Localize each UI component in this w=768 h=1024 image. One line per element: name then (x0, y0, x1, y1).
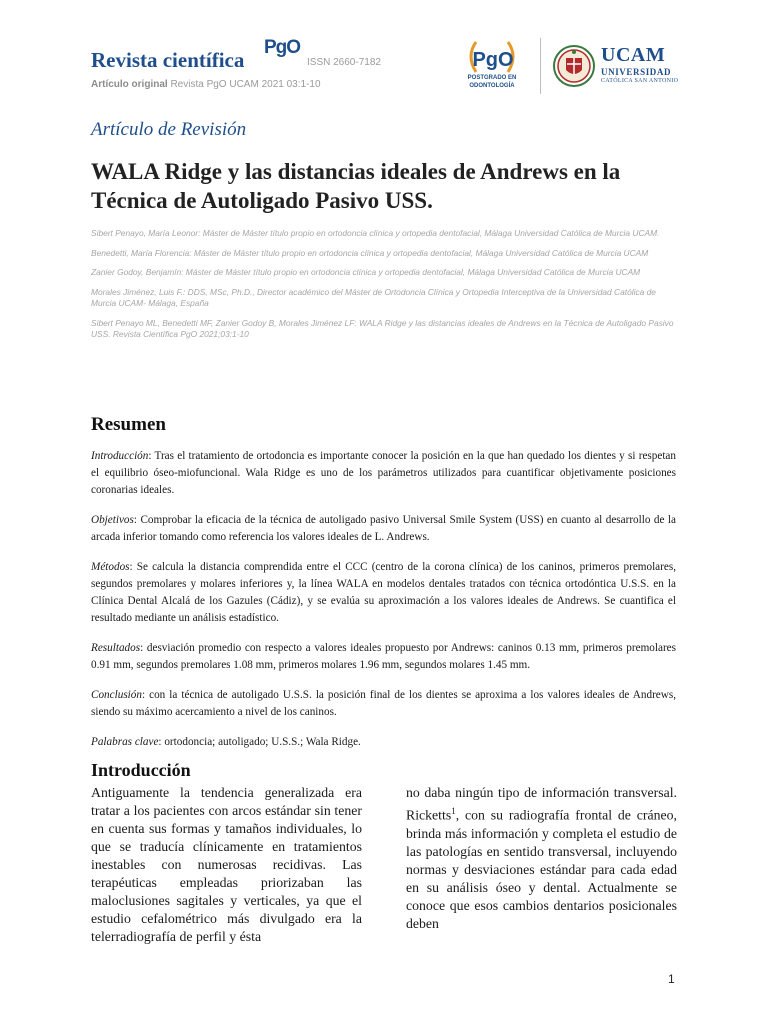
ucam-subtitle-1: UNIVERSIDAD (601, 67, 672, 77)
logo-divider (540, 38, 541, 94)
abstract-conclusion (91, 687, 676, 721)
section-label: Introducción (91, 450, 149, 462)
ucam-wordmark: UCAM (601, 44, 666, 66)
intro-text-after-ref: , con su radiografía frontal de cráneo, brinda más información y completa el estudio de las patologías en sentido transversal, incluyendo normas y desviaciones estándar para cada edad en su análisis óseo y dental. Actualmente se conoce que esos cambios dentarios posicionales deben (406, 807, 677, 931)
section-label: Métodos (91, 561, 130, 573)
introduction-heading: Introducción (91, 760, 191, 780)
abstract-body (91, 448, 676, 764)
section-label: Palabras clave (91, 736, 159, 748)
author-affiliation: Sibert Penayo, María Leonor: Máster de Máster título propio en ortodoncia clínica y ortopedia dentofacial, Málaga Universidad Católica de Murcia UCAM. (91, 228, 660, 238)
article-citation-line (91, 79, 321, 90)
postgrado-logo-text (462, 74, 522, 90)
introduction-right-column (406, 784, 677, 933)
section-text: : desviación promedio con respecto a valores ideales propuesto por Andrews: caninos 0.13 mm, primeros premolares 0.91 mm, segundos premolares 1.08 mm, primeros molares 1.96 mm, segundos molares 1.45 mm. (91, 642, 676, 671)
intro-text-before-ref: no daba ningún tipo de información transversal. Ricketts (406, 785, 677, 823)
ucam-subtitle-2: CATÓLICA SAN ANTONIO (601, 78, 679, 84)
author-affiliation: Morales Jiménez, Luis F.: DDS, MSc, Ph.D., Director académico del Máster de Ortodoncia Clínica y Ortopedia Interceptiva de la Universidad Católica de Murcia UCAM- Málaga, España (91, 286, 656, 308)
author-affiliation: Benedetti, María Florencia: Máster de Máster título propio en ortodoncia clínica y ortopedia dentofacial, Málaga Universidad Católica de Murcia UCAM (91, 247, 649, 258)
journal-name: Revista científica (91, 48, 245, 72)
ucam-seal-icon (553, 40, 595, 92)
section-text: : ortodoncia; autoligado; U.S.S.; Wala Ridge. (158, 736, 361, 748)
abstract-objetivos (91, 512, 676, 546)
article-type: Artículo de Revisión (91, 119, 247, 140)
citation-short: Revista PgO UCAM 2021 03:1-10 (170, 79, 321, 90)
issn: ISSN 2660-7182 (307, 57, 381, 68)
section-label: Objetivos (91, 514, 134, 526)
abstract-keywords (91, 734, 676, 751)
section-text: : con la técnica de autoligado U.S.S. la posición final de los dientes se aproxima a los valores ideales de Andrews, siendo su máximo acercamiento a nivel de los caninos. (91, 689, 676, 718)
abstract-resultados (91, 640, 676, 674)
abstract-heading: Resumen (91, 414, 166, 435)
introduction-left-column: Antiguamente la tendencia generalizada era tratar a los pacientes con arcos estándar sin tener en cuenta sus formas y tamaños individuales, lo que se traducía clínicamente en tratamientos inestables con numerosas recidivas. Las terapéuticas empleadas priorizaban las maloclusiones sagitales y verticales, ya que el estudio cefalométrico más divulgado era la telerradiografía de perfil y ésta (91, 785, 362, 944)
article-kind: Artículo original (91, 79, 168, 90)
reference-marker[interactable]: 1 (451, 806, 456, 816)
citation-line: Sibert Penayo ML, Benedetti MF, Zanier Godoy B, Morales Jiménez LF: WALA Ridge y las distancias ideales de Andrews en la Técnica de Autoligado Pasivo USS. Revista Científica PgO 2021;03:1-10 (91, 317, 674, 339)
postgrado-line-1: POSTGRADO EN (467, 75, 517, 81)
section-text: : Se calcula la distancia comprendida entre el CCC (centro de la corona clínica) de los caninos, primeros premolares, segundos premolares y molares inferiores y, la línea WALA en modelos dentales tratados con técnica ortodóntica U.S.S. en la Clínica Dental Alcalá de los Gazules (Cádiz), y se evalúa su aproximación a los valores ideales de Andrews. Se cuantifica el resultado mediante un análisis estadístico. (91, 561, 676, 624)
postgrado-line-2: ODONTOLOGÍA (469, 83, 515, 89)
abstract-metodos (91, 559, 676, 627)
article-title: WALA Ridge y las distancias ideales de Andrews en la Técnica de Autoligado Pasivo USS. (91, 159, 621, 213)
authors-block (91, 228, 681, 349)
section-label: Resultados (91, 642, 141, 654)
page-number: 1 (668, 972, 675, 986)
author-affiliation: Zanier Godoy, Benjamín: Máster de Máster título propio en ortodoncia clínica y ortopedia dentofacial, Málaga Universidad Católica de Murcia UCAM (91, 267, 641, 277)
section-text: : Tras el tratamiento de ortodoncia es importante conocer la posición en la que han quedado los dientes y si respetan el equilibrio óseo-miofuncional. Wala Ridge es uno de los parámetros utilizados para cuantificar objetivamente posiciones coronarias ideales. (91, 450, 676, 496)
journal-logo-text: PgO (264, 37, 301, 58)
svg-text:PgO: PgO (472, 49, 514, 71)
abstract-introduccion (91, 448, 676, 499)
section-label: Conclusión (91, 689, 142, 701)
section-text: : Comprobar la eficacia de la técnica de autoligado pasivo Universal Smile System (USS) en cuanto al desarrollo de la arcada inferior tomando como referencia los valores ideales de L. Andrews. (91, 514, 676, 543)
